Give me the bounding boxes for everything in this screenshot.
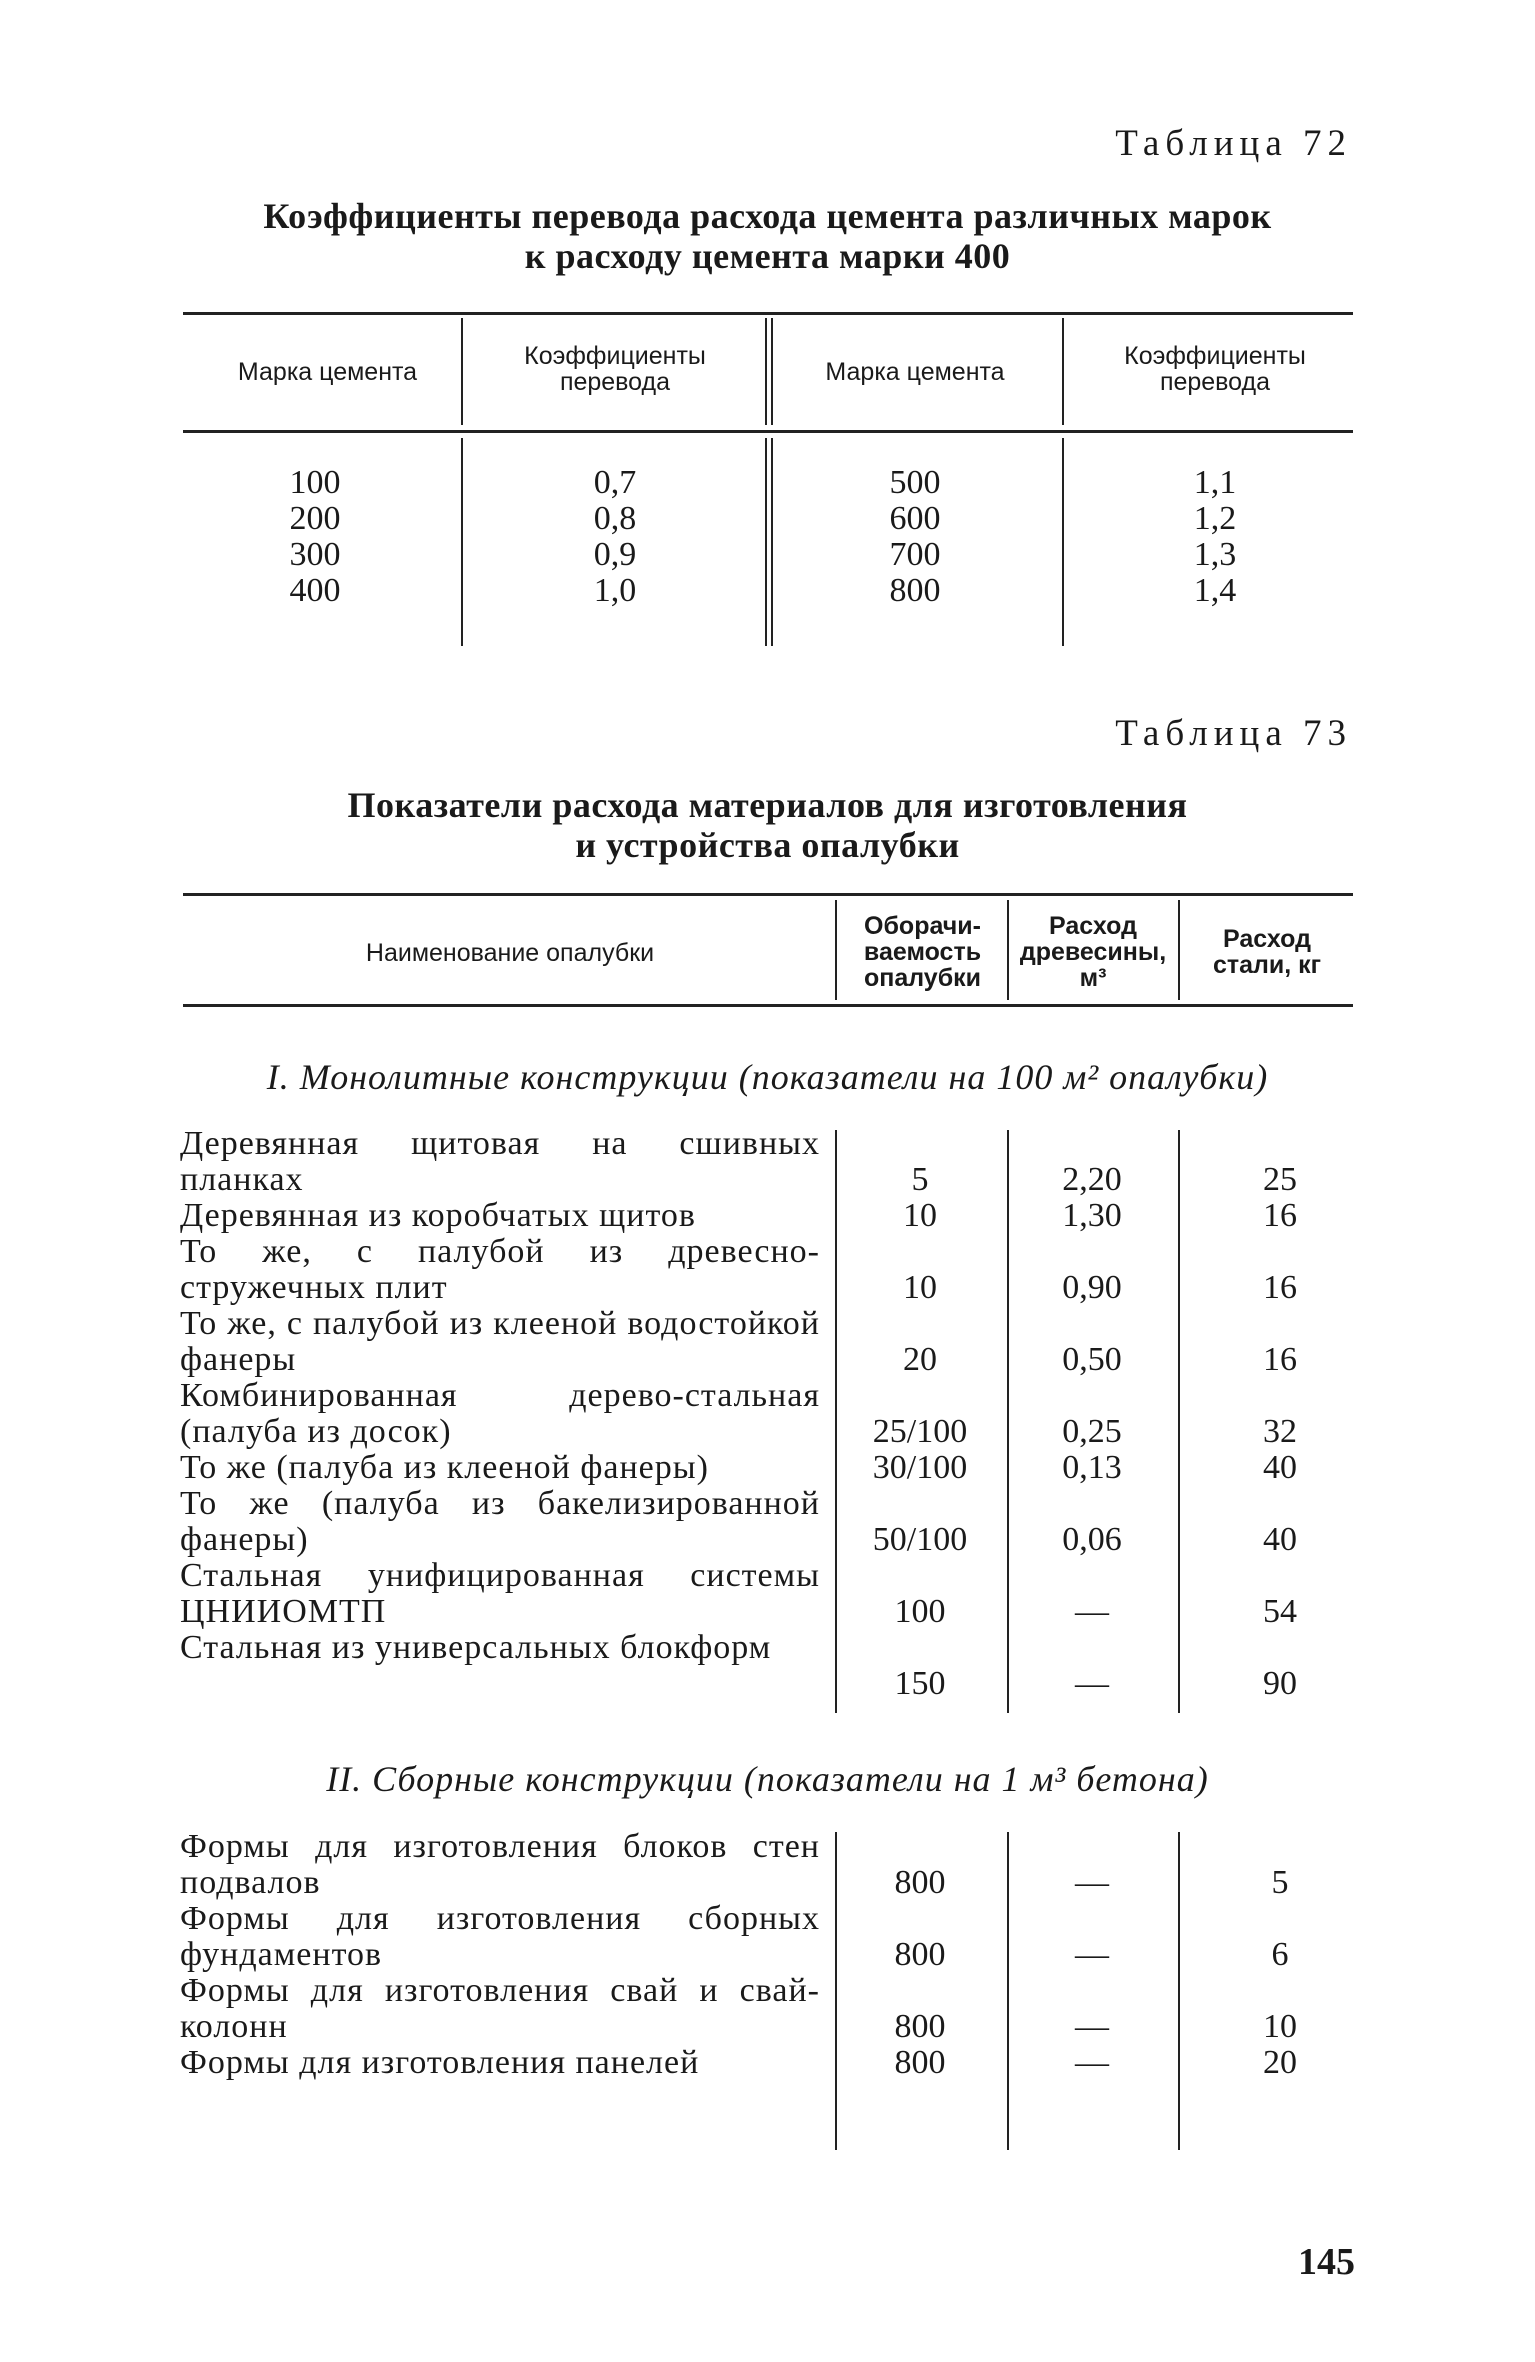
row-steel: 54 <box>1263 1593 1297 1630</box>
row-turnover: 10 <box>903 1269 937 1306</box>
table-73-title-line1: Показатели расхода материалов для изготовления <box>347 785 1188 825</box>
row-wood: 0,50 <box>1062 1341 1122 1378</box>
row-steel: 40 <box>1263 1449 1297 1486</box>
page-number: 145 <box>1298 2241 1355 2283</box>
row-turnover: 150 <box>894 1665 946 1702</box>
table-72-body-divider <box>771 438 773 646</box>
row-steel: 16 <box>1263 1341 1297 1378</box>
table-73-header-rule <box>183 1004 1353 1007</box>
row-steel: 5 <box>1271 1864 1289 1901</box>
table-72-top-rule <box>183 312 1353 315</box>
table-73-body-divider <box>1007 1832 1009 2150</box>
row-wood: — <box>1075 2044 1109 2081</box>
table-72-header-coef: Коэффициенты перевода <box>524 342 706 396</box>
table-72-header-coef: Коэффициенты перевода <box>1124 342 1306 396</box>
section-precast-heading: II. Сборные конструкции (показатели на 1 м³ бетона) <box>326 1759 1209 1799</box>
row-steel: 90 <box>1263 1665 1297 1702</box>
table-73-body-divider <box>835 1832 837 2150</box>
table-73-body-divider <box>1178 1832 1180 2150</box>
row-name: Формы для изготовления сборных фундаментов <box>180 1900 820 1973</box>
section-monolithic-heading: I. Монолитные конструкции (показатели на 100 м² опалубки) <box>266 1057 1269 1097</box>
table-73-top-rule <box>183 893 1353 896</box>
row-name: Стальная из универсальных блокформ <box>180 1629 772 1666</box>
row-turnover: 800 <box>894 1936 946 1973</box>
table-72-header-divider <box>461 318 463 425</box>
table-72-header-rule <box>183 430 1353 433</box>
row-steel: 32 <box>1263 1413 1297 1450</box>
table-72-header-grade: Марка цемента <box>825 358 1005 386</box>
row-turnover: 800 <box>894 1864 946 1901</box>
row-wood: 0,13 <box>1062 1449 1122 1486</box>
row-steel: 25 <box>1263 1161 1297 1198</box>
table-72-body-divider <box>1062 438 1064 646</box>
row-turnover: 25/100 <box>872 1413 968 1450</box>
row-steel: 16 <box>1263 1197 1297 1234</box>
row-steel: 40 <box>1263 1521 1297 1558</box>
table-72-coefs-right: 1,1 1,2 1,3 1,4 <box>1193 464 1237 609</box>
row-name: То же (палуба из клееной фанеры) <box>180 1449 709 1486</box>
row-wood: — <box>1075 2008 1109 2045</box>
row-wood: — <box>1075 1864 1109 1901</box>
row-name: То же, с палубой из древесно-стружечных плит <box>180 1233 820 1306</box>
row-name: Стальная унифицированная системы ЦНИИОМТП <box>180 1557 820 1630</box>
table-72-header-divider <box>1062 318 1064 425</box>
row-wood: 2,20 <box>1062 1161 1122 1198</box>
table-73-header-divider <box>835 900 837 1000</box>
row-name: Деревянная из коробчатых щитов <box>180 1197 696 1234</box>
row-turnover: 100 <box>894 1593 946 1630</box>
table-73-header-divider <box>1178 900 1180 1000</box>
row-turnover: 30/100 <box>872 1449 968 1486</box>
row-name: То же (палуба из бакелизированной фанеры) <box>180 1485 820 1558</box>
table-73-title-line2: и устройства опалубки <box>575 825 960 865</box>
row-name: Формы для изготовления панелей <box>180 2044 700 2081</box>
row-turnover: 20 <box>903 1341 937 1378</box>
row-name: Формы для изготовления свай и свай-колонн <box>180 1972 820 2045</box>
table-72-header-divider <box>765 318 767 425</box>
table-72-grades-left: 100 200 300 400 <box>289 464 341 609</box>
row-wood: 0,90 <box>1062 1269 1122 1306</box>
row-wood: — <box>1075 1593 1109 1630</box>
table-73-header-name: Наименование опалубки <box>365 939 655 967</box>
row-wood: 1,30 <box>1062 1197 1122 1234</box>
table-72-header-grade: Марка цемента <box>237 358 418 386</box>
table-72-title-line1: Коэффициенты перевода расхода цемента различных марок <box>263 196 1272 236</box>
table-72-label: Таблица 72 <box>1115 123 1352 164</box>
table-72-header-divider <box>771 318 773 425</box>
row-turnover: 800 <box>894 2044 946 2081</box>
table-72-body-divider <box>461 438 463 646</box>
table-73-label: Таблица 73 <box>1115 713 1352 754</box>
table-73-body-divider <box>1007 1130 1009 1713</box>
table-73-header-turnover: Оборачи- ваемость опалубки <box>863 912 982 992</box>
row-name: Формы для изготовления блоков стен подвалов <box>180 1828 820 1901</box>
table-73-header-wood: Расход древесины, м³ <box>1019 912 1167 992</box>
row-steel: 10 <box>1263 2008 1297 2045</box>
row-turnover: 50/100 <box>872 1521 968 1558</box>
row-steel: 20 <box>1263 2044 1297 2081</box>
row-turnover: 10 <box>903 1197 937 1234</box>
table-73-header-steel: Расход стали, кг <box>1212 925 1322 979</box>
table-72-coefs-left: 0,7 0,8 0,9 1,0 <box>593 464 637 609</box>
row-steel: 16 <box>1263 1269 1297 1306</box>
table-73-body-divider <box>1178 1130 1180 1713</box>
table-73-header-divider <box>1007 900 1009 1000</box>
row-steel: 6 <box>1271 1936 1289 1973</box>
row-turnover: 800 <box>894 2008 946 2045</box>
row-wood: — <box>1075 1936 1109 1973</box>
table-72-grades-right: 500 600 700 800 <box>889 464 941 609</box>
row-wood: — <box>1075 1665 1109 1702</box>
row-wood: 0,25 <box>1062 1413 1122 1450</box>
row-name: То же, с палубой из клееной водостойкой фанеры <box>180 1305 820 1378</box>
row-turnover: 5 <box>911 1161 929 1198</box>
row-name: Деревянная щитовая на сшивных планках <box>180 1125 820 1198</box>
table-72-title-line2: к расходу цемента марки 400 <box>524 236 1011 276</box>
row-name: Комбинированная дерево-стальная (палуба из досок) <box>180 1377 820 1450</box>
table-73-body-divider <box>835 1130 837 1713</box>
row-wood: 0,06 <box>1062 1521 1122 1558</box>
table-72-body-divider <box>765 438 767 646</box>
